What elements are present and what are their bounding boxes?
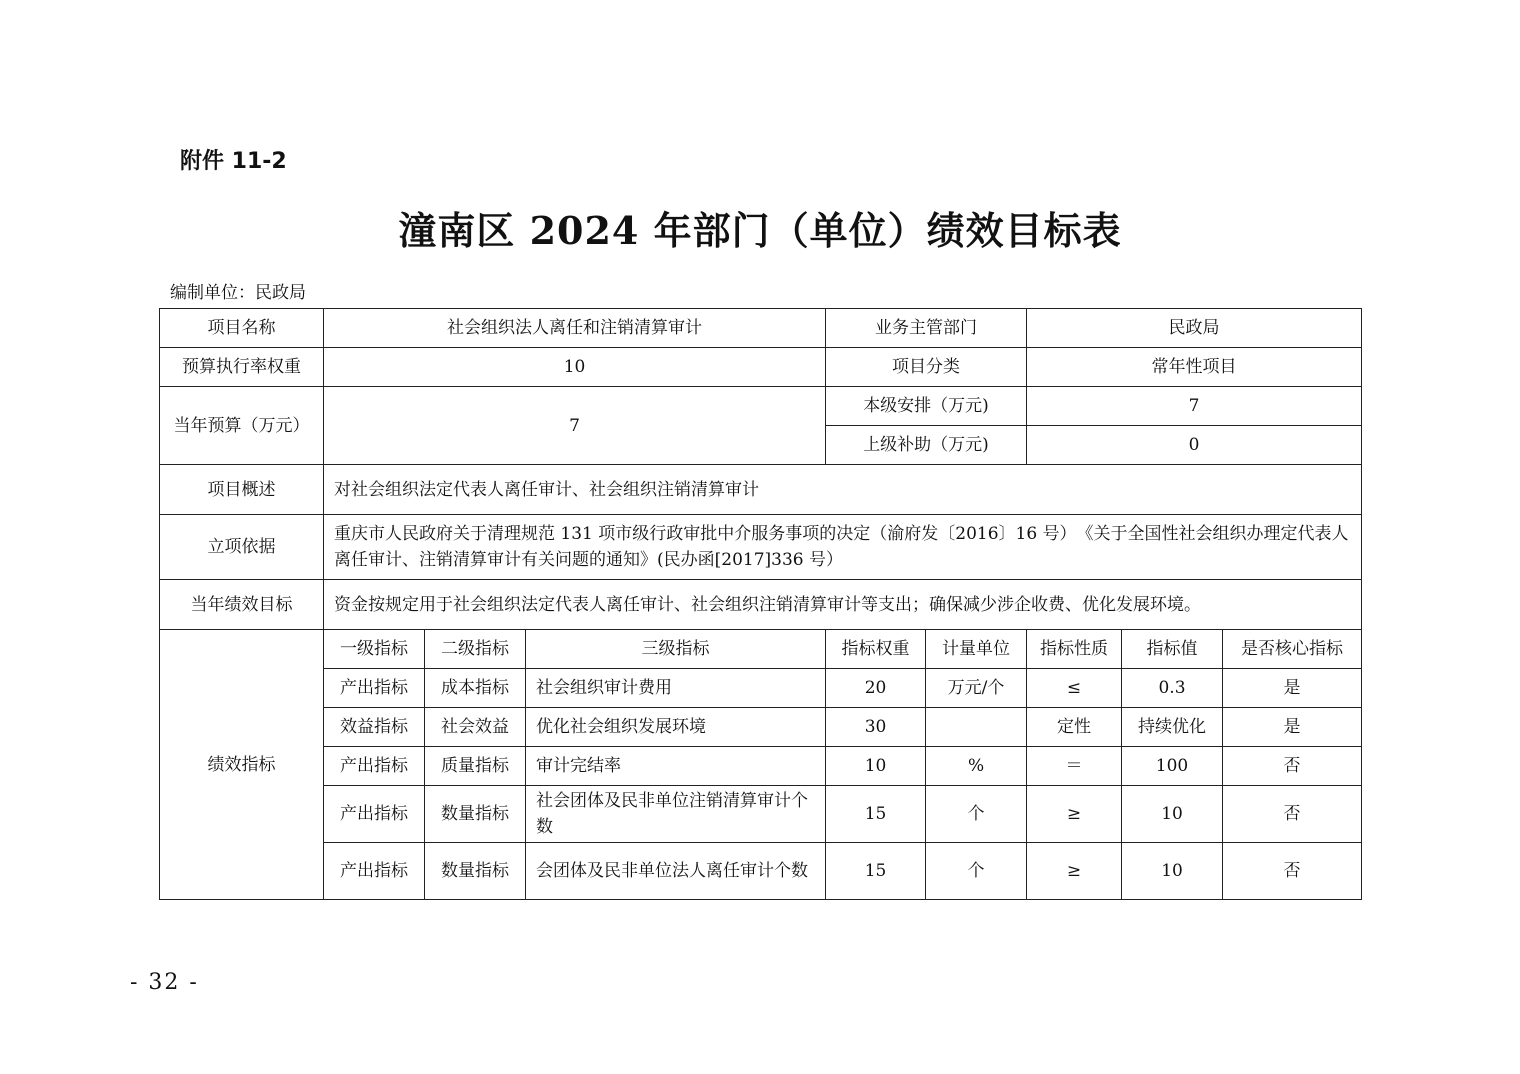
- metric-core: 是: [1223, 669, 1362, 708]
- metric-weight: 20: [826, 669, 926, 708]
- header-l3: 三级指标: [526, 630, 826, 669]
- local-label: 本级安排（万元): [826, 387, 1027, 426]
- metric-core: 否: [1223, 747, 1362, 786]
- header-weight: 指标权重: [826, 630, 926, 669]
- table-row: [160, 465, 1362, 515]
- metric-core: 是: [1223, 708, 1362, 747]
- metric-nature: 定性: [1027, 708, 1122, 747]
- metric-l2: 数量指标: [425, 786, 526, 843]
- table-row: [160, 843, 1362, 900]
- metric-l3: 社会团体及民非单位注销清算审计个数: [526, 786, 826, 843]
- table-row: [160, 669, 1362, 708]
- metric-weight: 30: [826, 708, 926, 747]
- metric-l1: 产出指标: [324, 747, 425, 786]
- metric-l2: 质量指标: [425, 747, 526, 786]
- metric-unit: [926, 708, 1027, 747]
- attachment-label: 附件 11-2: [180, 149, 287, 174]
- metric-value: 持续优化: [1122, 708, 1223, 747]
- header-l1: 一级指标: [324, 630, 425, 669]
- project-name-label: 项目名称: [160, 309, 324, 348]
- metric-l3: 审计完结率: [526, 747, 826, 786]
- project-name-value: 社会组织法人离任和注销清算审计: [324, 309, 826, 348]
- metric-l1: 产出指标: [324, 786, 425, 843]
- metric-weight: 15: [826, 786, 926, 843]
- dept-label: 业务主管部门: [826, 309, 1027, 348]
- metric-l1: 产出指标: [324, 669, 425, 708]
- metric-value: 100: [1122, 747, 1223, 786]
- category-value: 常年性项目: [1027, 348, 1362, 387]
- header-core: 是否核心指标: [1223, 630, 1362, 669]
- table-row: [160, 580, 1362, 630]
- annual-budget-value: 7: [324, 387, 826, 465]
- local-value: 7: [1027, 387, 1362, 426]
- metrics-section-label: 绩效指标: [160, 630, 324, 900]
- metric-core: 否: [1223, 786, 1362, 843]
- table-row: [160, 348, 1362, 387]
- metric-l1: 效益指标: [324, 708, 425, 747]
- header-value: 指标值: [1122, 630, 1223, 669]
- metric-l3: 会团体及民非单位法人离任审计个数: [526, 843, 826, 900]
- metric-value: 0.3: [1122, 669, 1223, 708]
- basis-value: 重庆市人民政府关于清理规范 131 项市级行政审批中介服务事项的决定（渝府发〔2016〕16 号） 《关于全国性社会组织办理定代表人离任审计、注销清算审计有关问题的通知》(民办函[2017]336 号）: [324, 515, 1362, 580]
- annual-budget-label: 当年预算（万元）: [160, 387, 324, 465]
- metric-l2: 数量指标: [425, 843, 526, 900]
- table-row: [160, 309, 1362, 348]
- table-row: [160, 630, 1362, 669]
- table-row: [160, 708, 1362, 747]
- dept-value: 民政局: [1027, 309, 1362, 348]
- metric-l3: 优化社会组织发展环境: [526, 708, 826, 747]
- table-row: [160, 786, 1362, 843]
- budget-rate-value: 10: [324, 348, 826, 387]
- metric-unit: 个: [926, 843, 1027, 900]
- compiling-unit: 编制单位：民政局: [170, 283, 306, 303]
- goal-label: 当年绩效目标: [160, 580, 324, 630]
- table-row: [160, 515, 1362, 580]
- metric-core: 否: [1223, 843, 1362, 900]
- metric-value: 10: [1122, 843, 1223, 900]
- table-row: [160, 747, 1362, 786]
- metric-nature: ≥: [1027, 786, 1122, 843]
- overview-label: 项目概述: [160, 465, 324, 515]
- metric-value: 10: [1122, 786, 1223, 843]
- metric-unit: 万元/个: [926, 669, 1027, 708]
- header-l2: 二级指标: [425, 630, 526, 669]
- table-row: [160, 387, 1362, 426]
- metric-l3: 社会组织审计费用: [526, 669, 826, 708]
- metric-weight: 10: [826, 747, 926, 786]
- metric-l1: 产出指标: [324, 843, 425, 900]
- metric-l2: 社会效益: [425, 708, 526, 747]
- metric-weight: 15: [826, 843, 926, 900]
- upper-label: 上级补助（万元): [826, 426, 1027, 465]
- metric-unit: %: [926, 747, 1027, 786]
- budget-rate-label: 预算执行率权重: [160, 348, 324, 387]
- metric-l2: 成本指标: [425, 669, 526, 708]
- performance-target-table: [159, 308, 1362, 900]
- goal-value: 资金按规定用于社会组织法定代表人离任审计、社会组织注销清算审计等支出；确保减少涉企收费、优化发展环境。: [324, 580, 1362, 630]
- metric-nature: ≥: [1027, 843, 1122, 900]
- metric-unit: 个: [926, 786, 1027, 843]
- header-unit: 计量单位: [926, 630, 1027, 669]
- page-title: 潼南区 2024 年部门（单位）绩效目标表: [398, 208, 1122, 253]
- page-number: - 32 -: [130, 970, 199, 995]
- metric-nature: ＝: [1027, 747, 1122, 786]
- metric-nature: ≤: [1027, 669, 1122, 708]
- category-label: 项目分类: [826, 348, 1027, 387]
- overview-value: 对社会组织法定代表人离任审计、社会组织注销清算审计: [324, 465, 1362, 515]
- basis-label: 立项依据: [160, 515, 324, 580]
- upper-value: 0: [1027, 426, 1362, 465]
- header-nature: 指标性质: [1027, 630, 1122, 669]
